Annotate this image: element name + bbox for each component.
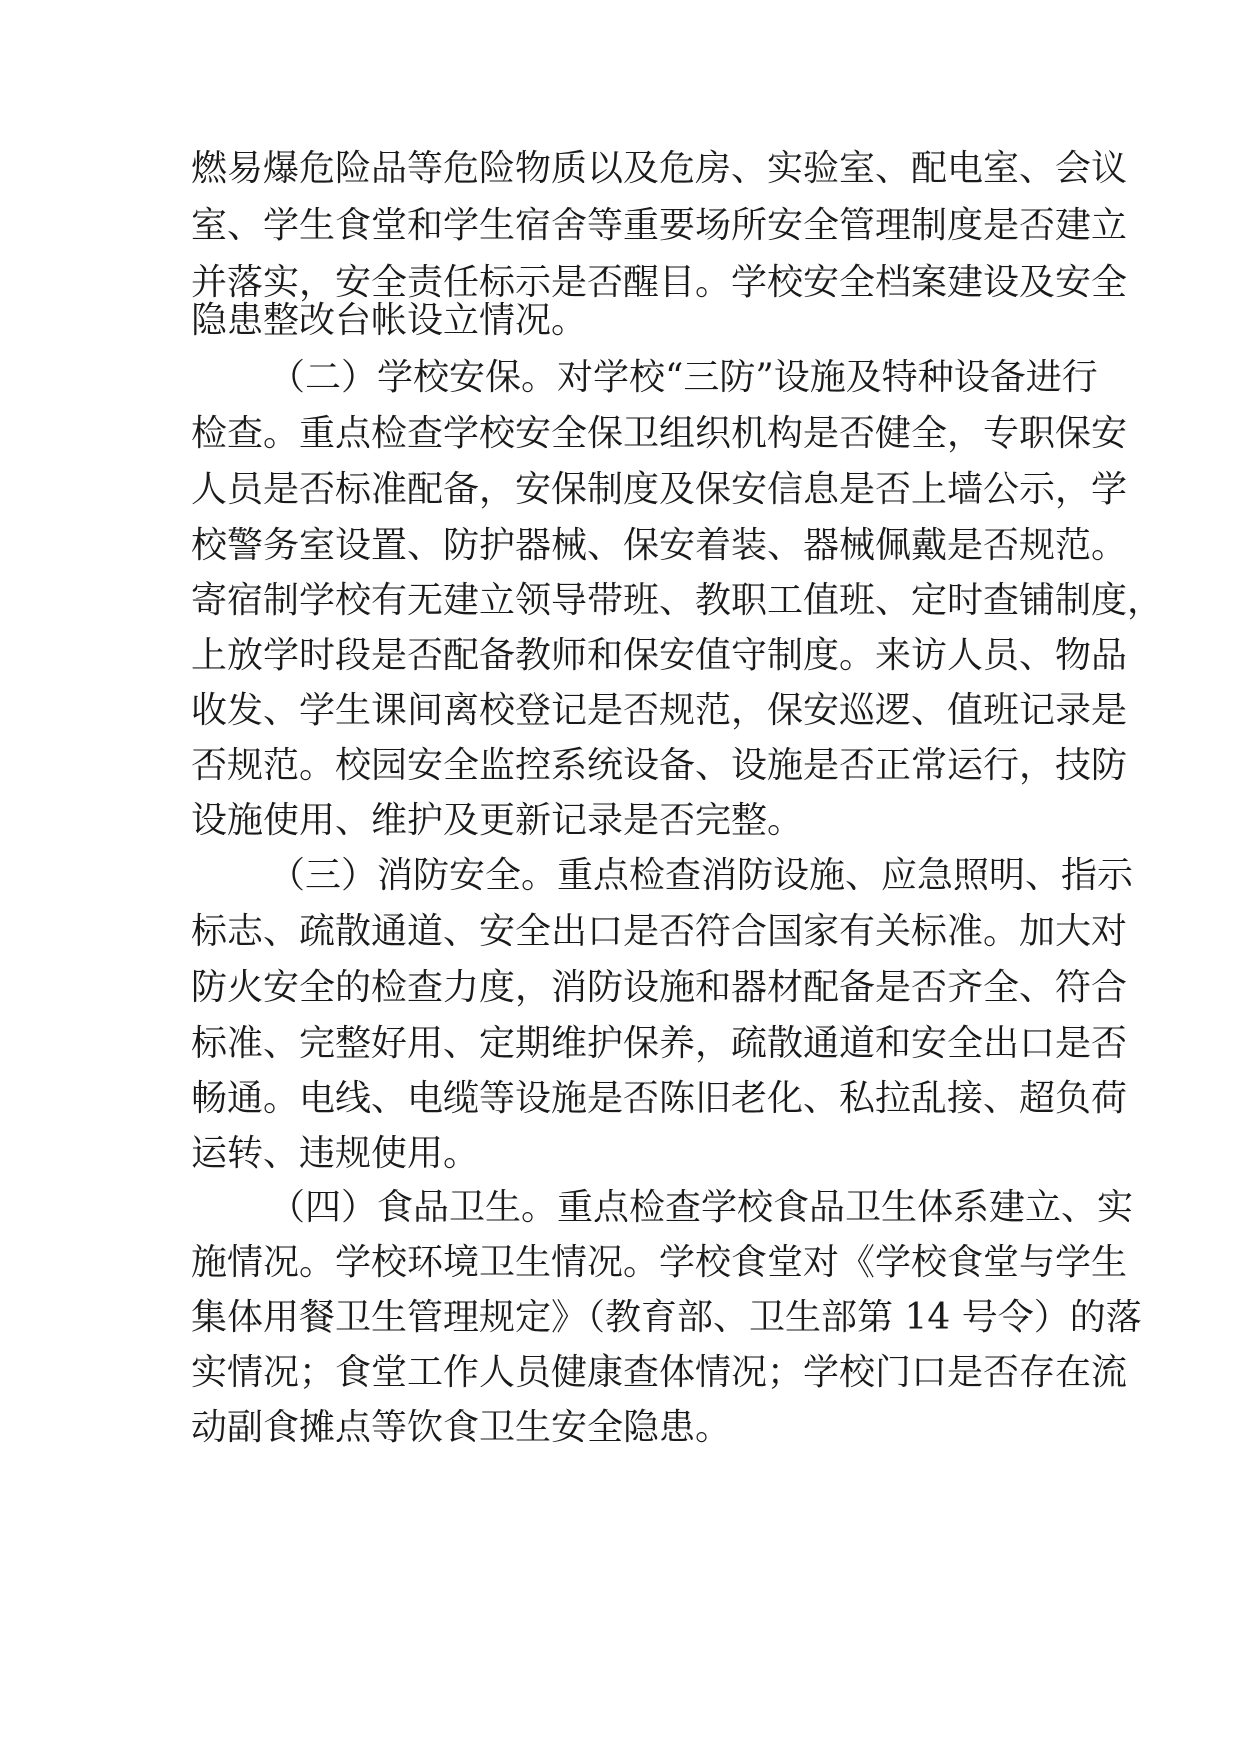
text-line: 上放学时段是否配备教师和保安值守制度。来访人员、物品 [191,635,1128,676]
text-line: 标准、完整好用、定期维护保养，疏散通道和安全出口是否 [191,1023,1128,1064]
text-line: 标志、疏散通道、安全出口是否符合国家有关标准。加大对 [191,911,1128,952]
text-line: 运转、违规使用。 [191,1133,480,1174]
text-line: 收发、学生课间离校登记是否规范，保安巡逻、值班记录是 [191,690,1128,731]
text-line: 施情况。学校环境卫生情况。学校食堂对《学校食堂与学生 [191,1242,1128,1283]
text-line: 人员是否标准配备，安保制度及保安信息是否上墙公示，学 [191,469,1128,510]
text-line: 室、学生食堂和学生宿舍等重要场所安全管理制度是否建立 [191,205,1128,246]
text-line: 寄宿制学校有无建立领导带班、教职工值班、定时查铺制度， [191,580,1164,621]
text-line: 否规范。校园安全监控系统设备、设施是否正常运行，技防 [191,745,1128,786]
text-line: 并落实，安全责任标示是否醒目。学校安全档案建设及安全 [191,262,1128,303]
section-heading-line: （四）食品卫生。重点检查学校食品卫生体系建立、实 [269,1187,1134,1228]
text-line: 燃易爆危险品等危险物质以及危房、实验室、配电室、会议 [191,148,1128,189]
text-line: 设施使用、维护及更新记录是否完整。 [191,800,804,841]
text-line: 检查。重点检查学校安全保卫组织机构是否健全，专职保安 [191,413,1128,454]
text-line: 集体用餐卫生管理规定》（教育部、卫生部第 14 号令）的落 [191,1297,1142,1338]
text-line: 防火安全的检查力度，消防设施和器材配备是否齐全、符合 [191,967,1128,1008]
text-line: 校警务室设置、防护器械、保安着装、器械佩戴是否规范。 [191,525,1128,566]
text-line: 隐患整改台帐设立情况。 [191,300,588,341]
text-line: 畅通。电线、电缆等设施是否陈旧老化、私拉乱接、超负荷 [191,1078,1128,1119]
text-line: 动副食摊点等饮食卫生安全隐患。 [191,1407,732,1448]
section-heading-line: （二）学校安保。对学校“三防”设施及特种设备进行 [269,357,1098,398]
section-heading-line: （三）消防安全。重点检查消防设施、应急照明、指示 [269,855,1134,896]
text-line: 实情况；食堂工作人员健康查体情况；学校门口是否存在流 [191,1352,1128,1393]
